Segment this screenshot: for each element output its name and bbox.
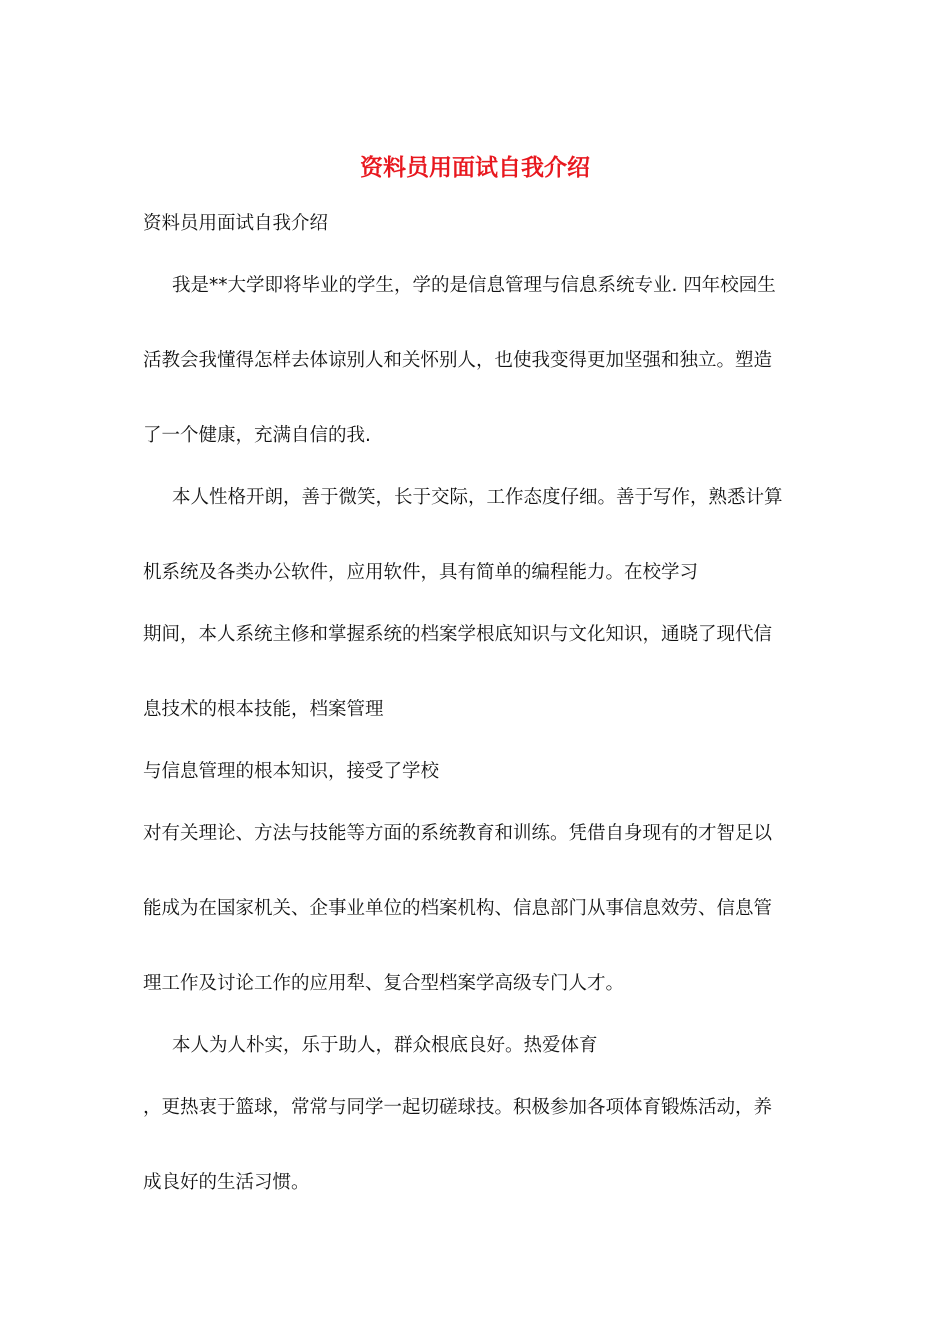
paragraph-line: 期间，本人系统主修和掌握系统的档案学根底知识与文化知识，通晓了现代信 [143,624,773,645]
paragraph-line: 活教会我懂得怎样去体谅别人和关怀别人，也使我变得更加坚强和独立。塑造 [143,350,773,371]
paragraph-line: 了一个健康，充满自信的我. [143,425,371,446]
paragraph-line: 本人为人朴实，乐于助人，群众根底良好。热爱体育 [172,1035,598,1056]
paragraph-line: 息技术的根本技能，档案管理 [143,699,384,720]
paragraph-line: 我是**大学即将毕业的学生，学的是信息管理与信息系统专业. 四年校园生 [172,275,776,296]
paragraph-line: 理工作及讨论工作的应用犁、复合型档案学高级专门人才。 [143,973,625,994]
paragraph-line: 机系统及各类办公软件，应用软件，具有简单的编程能力。在校学习 [143,562,699,583]
document-title: 资料员用面试自我介绍 [360,155,590,181]
paragraph-line: 本人性格开朗，善于微笑，长于交际，工作态度仔细。善于写作，熟悉计算 [172,487,783,508]
paragraph-line: ，更热衷于篮球，常常与同学一起切磋球技。积极参加各项体育锻炼活动，养 [143,1097,773,1118]
document-subtitle: 资料员用面试自我介绍 [143,213,329,234]
paragraph-line: 与信息管理的根本知识，接受了学校 [143,761,440,782]
paragraph-line: 能成为在国家机关、企事业单位的档案机构、信息部门从事信息效劳、信息管 [143,898,773,919]
paragraph-line: 成良好的生活习惯。 [143,1172,310,1193]
paragraph-line: 对有关理论、方法与技能等方面的系统教育和训练。凭借自身现有的才智足以 [143,823,773,844]
